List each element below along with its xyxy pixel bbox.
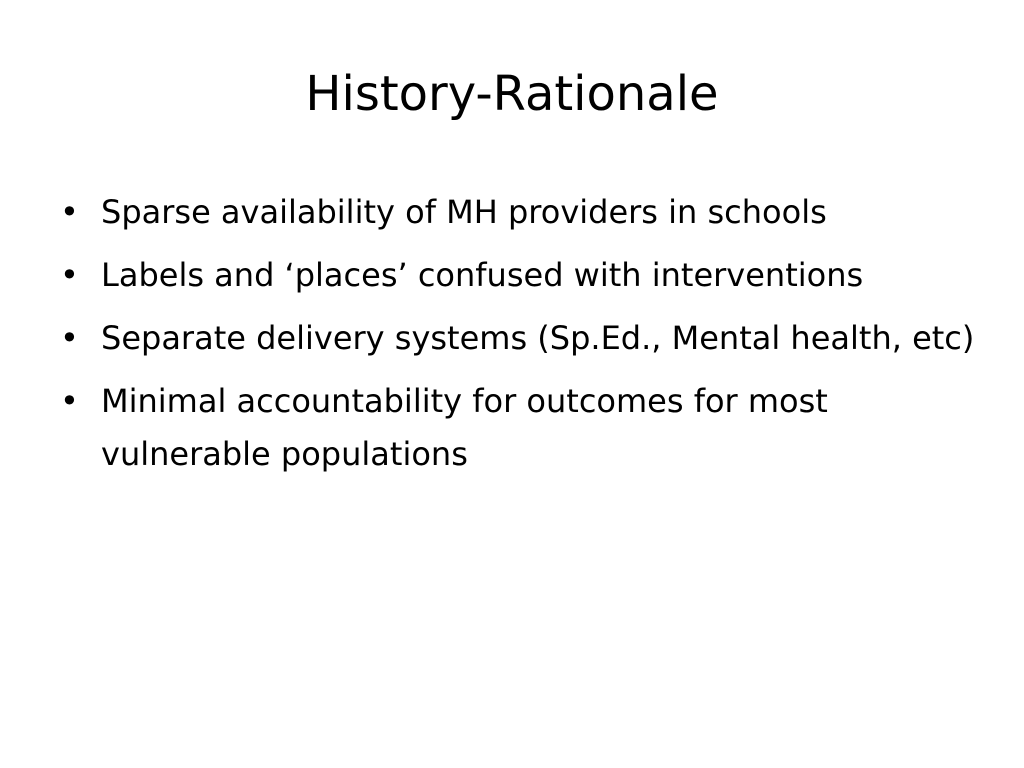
bullet-list [60,186,980,491]
slide-title: History-Rationale [305,66,719,122]
bullet-icon: • [60,319,79,357]
bullet-icon: • [60,193,79,231]
bullet-item [60,312,980,365]
bullet-text: Separate delivery systems (Sp.Ed., Mental health, etc) [101,319,975,357]
bullet-text: Sparse availability of MH providers in schools [101,193,827,231]
bullet-icon: • [60,382,79,420]
bullet-text: Minimal accountability for outcomes for most vulnerable populations [101,382,828,473]
bullet-icon: • [60,256,79,294]
bullet-item [60,186,980,239]
bullet-text: Labels and ‘places’ confused with interventions [101,256,864,294]
bullet-item [60,375,980,481]
bullet-item [60,249,980,302]
